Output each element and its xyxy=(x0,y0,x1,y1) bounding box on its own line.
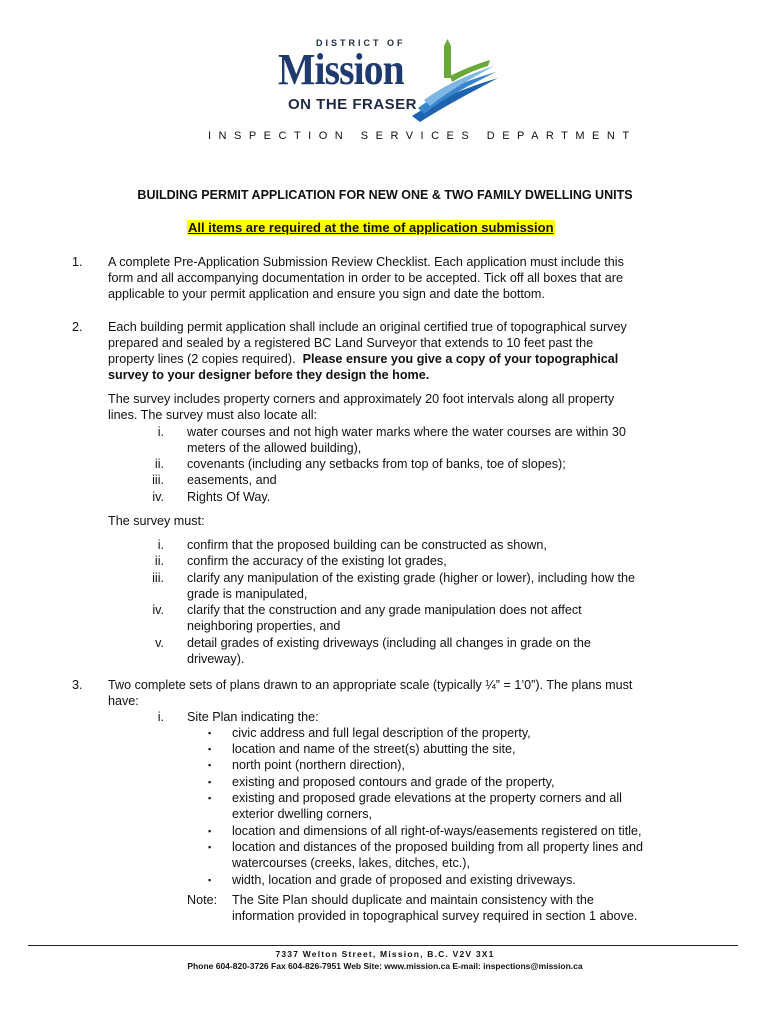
bullet-text: location and dimensions of all right-of-ways/easements registered on title, xyxy=(232,824,642,838)
logo-district-text: DISTRICT OF xyxy=(316,38,406,48)
survey-intro-line: The survey includes property corners and approximately 20 foot intervals along all property xyxy=(108,392,615,406)
survey-must-intro: The survey must: xyxy=(108,514,205,528)
bullet-text: location and name of the street(s) abutting the site, xyxy=(232,742,516,756)
list-item-text: neighboring properties, and xyxy=(187,619,341,633)
item-text-line: Each building permit application shall include an original certified true of topographical survey xyxy=(108,320,627,334)
footer-divider xyxy=(28,945,738,946)
logo-tagline-text: ON THE FRASER xyxy=(288,96,418,113)
list-numeral: ii. xyxy=(154,554,164,568)
list-item-text: confirm that the proposed building can be constructed as shown, xyxy=(187,538,547,552)
item-text-emphasis: Please ensure you give a copy of your topographical xyxy=(302,352,619,366)
bullet-icon: ▪ xyxy=(208,744,212,754)
list-numeral: iii. xyxy=(152,473,164,487)
logo-name-text: Mission xyxy=(278,45,404,94)
list-item-text: clarify any manipulation of the existing grade (higher or lower), including how the xyxy=(187,571,636,585)
list-item-text: confirm the accuracy of the existing lot grades, xyxy=(187,554,447,568)
bullet-text: location and distances of the proposed building from all property lines and xyxy=(232,840,643,854)
bullet-text: north point (northern direction), xyxy=(232,758,405,772)
river-tower-icon xyxy=(410,38,500,128)
bullet-text: existing and proposed grade elevations at the property corners and all xyxy=(232,791,622,805)
list-item-text: driveway). xyxy=(187,652,245,666)
footer-contact: Phone 604-820-3726 Fax 604-826-7951 Web Site: www.mission.ca E-mail: inspections@mission.ca xyxy=(187,961,583,971)
bullet-text: civic address and full legal description of the property, xyxy=(232,726,531,740)
bullet-icon: ▪ xyxy=(208,875,212,885)
note-text: information provided in topographical survey required in section 1 above. xyxy=(232,909,638,923)
bullet-icon: ▪ xyxy=(208,760,212,770)
item-text-line: prepared and sealed by a registered BC Land Surveyor that extends to 10 feet past the xyxy=(108,336,594,350)
list-item-text: grade is manipulated, xyxy=(187,587,308,601)
list-item-text: Rights Of Way. xyxy=(187,490,271,504)
list-numeral: i. xyxy=(157,425,164,439)
item-text-line: have: xyxy=(108,694,139,708)
list-numeral: iii. xyxy=(152,571,164,585)
item-text-plain: property lines (2 copies required). xyxy=(108,352,296,366)
list-item-text: clarify that the construction and any grade manipulation does not affect xyxy=(187,603,582,617)
list-numeral: i. xyxy=(157,538,164,552)
item-text-emphasis: survey to your designer before they design the home. xyxy=(108,368,430,382)
item-number: 1. xyxy=(72,255,83,269)
list-item-text: easements, and xyxy=(187,473,277,487)
list-item-text: detail grades of existing driveways (including all changes in grade on the xyxy=(187,636,591,650)
list-numeral: i. xyxy=(157,710,164,724)
note-text: The Site Plan should duplicate and maintain consistency with the xyxy=(232,893,594,907)
bullet-text: watercourses (creeks, lakes, ditches, etc.), xyxy=(232,856,470,870)
survey-intro-line: lines. The survey must also locate all: xyxy=(108,408,318,422)
bullet-text: existing and proposed contours and grade of the property, xyxy=(232,775,555,789)
note-label: Note: xyxy=(187,893,218,907)
list-numeral: iv. xyxy=(152,603,164,617)
item-text-line xyxy=(108,351,618,367)
bullet-text: width, location and grade of proposed and existing driveways. xyxy=(232,873,576,887)
list-numeral: v. xyxy=(155,636,164,650)
list-item-text: covenants (including any setbacks from top of banks, toe of slopes); xyxy=(187,457,566,471)
item-text-line: Two complete sets of plans drawn to an appropriate scale (typically ¼” = 1’0”). The plans must xyxy=(108,678,633,692)
bullet-icon: ▪ xyxy=(208,777,212,787)
bullet-icon: ▪ xyxy=(208,842,212,852)
item-text-line: form and all accompanying documentation in order to be accepted. Tick off all boxes that are xyxy=(108,271,624,285)
item-text-line: A complete Pre-Application Submission Review Checklist. Each application must include this xyxy=(108,255,624,269)
bullet-icon: ▪ xyxy=(208,826,212,836)
footer-address: 7337 Welton Street, Mission, B.C. V2V 3X1 xyxy=(275,949,495,959)
site-plan-label: Site Plan indicating the: xyxy=(187,710,319,724)
department-name: INSPECTION SERVICES DEPARTMENT xyxy=(208,130,637,142)
district-logo xyxy=(270,38,500,128)
list-numeral: ii. xyxy=(154,457,164,471)
list-item-text: water courses and not high water marks where the water courses are within 30 xyxy=(187,425,626,439)
list-item-text: meters of the allowed building), xyxy=(187,441,362,455)
item-number: 3. xyxy=(72,678,83,692)
bullet-icon: ▪ xyxy=(208,793,212,803)
bullet-text: exterior dwelling corners, xyxy=(232,807,372,821)
item-text-line: applicable to your permit application and ensure you sign and date the bottom. xyxy=(108,287,545,301)
document-title: BUILDING PERMIT APPLICATION FOR NEW ONE & TWO FAMILY DWELLING UNITS xyxy=(137,188,633,202)
list-numeral: iv. xyxy=(152,490,164,504)
bullet-icon: ▪ xyxy=(208,728,212,738)
requirement-notice: All items are required at the time of application submission xyxy=(188,220,554,235)
item-number: 2. xyxy=(72,320,83,334)
